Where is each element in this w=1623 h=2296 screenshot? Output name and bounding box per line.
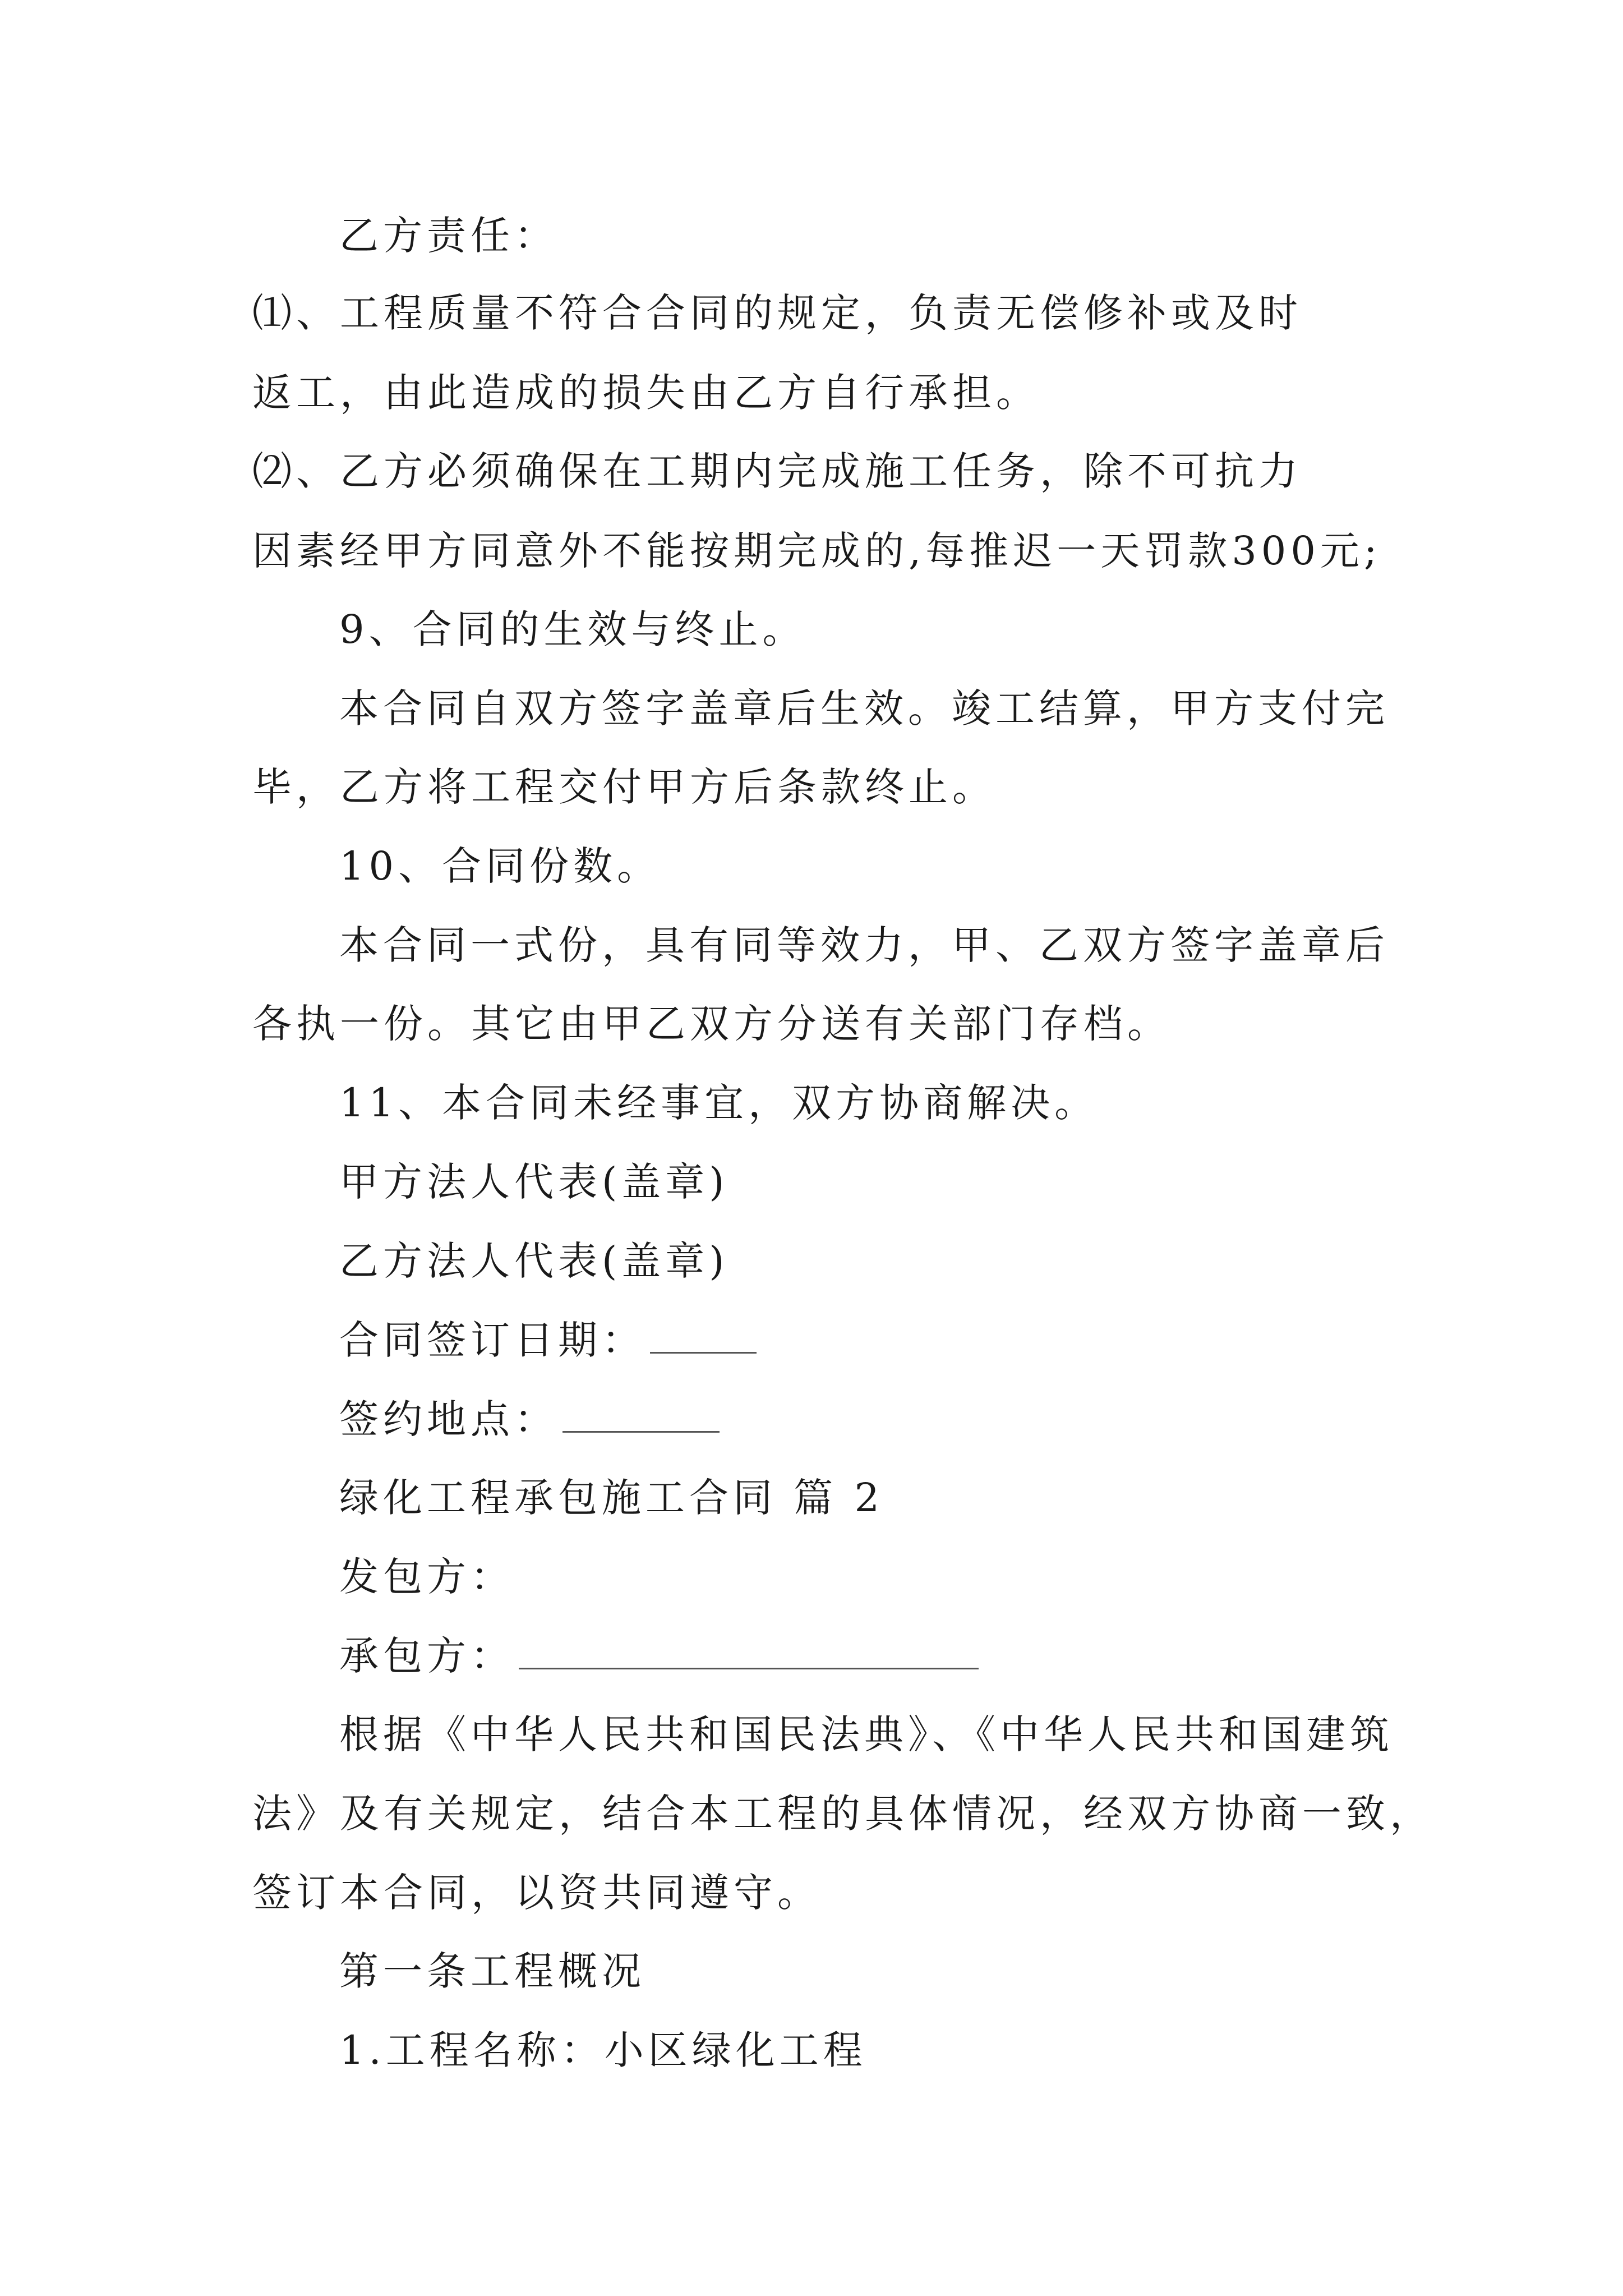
- article-1-heading: 第一条工程概况: [339, 1948, 645, 1994]
- paragraph-line: 各执一份。其它由甲乙双方分送有关部门存档。: [252, 1001, 1171, 1047]
- contractor-row: [339, 1633, 979, 1679]
- signing-date-blank: [650, 1347, 757, 1354]
- section-heading-effect-termination: 9、合同的生效与终止。: [339, 606, 806, 652]
- signing-date-label: 合同签订日期：: [339, 1317, 645, 1363]
- signing-place-blank: [562, 1427, 720, 1433]
- signing-place-label: 签约地点：: [339, 1396, 558, 1442]
- signature-party-a: 甲方法人代表(盖章): [339, 1159, 729, 1205]
- paragraph-line: 本合同自双方签字盖章后生效。竣工结算，甲方支付完: [339, 685, 1389, 731]
- signing-place-row: [339, 1396, 720, 1442]
- section-heading-copies: 10、合同份数。: [339, 843, 661, 889]
- paragraph-line: [252, 290, 1391, 336]
- paragraph-line: 本合同一式份，具有同等效力，甲、乙双方签字盖章后: [339, 922, 1389, 968]
- contract-title-part-2: 绿化工程承包施工合同 篇 2: [339, 1475, 884, 1521]
- paragraph-line: 返工，由此造成的损失由乙方自行承担。: [252, 370, 1040, 416]
- contractor-label: 承包方：: [339, 1633, 514, 1679]
- signature-party-b: 乙方法人代表(盖章): [339, 1238, 729, 1284]
- text-line: ⑵、乙方必须确保在工期内完成施工任务，除不可抗力: [252, 448, 1302, 494]
- contractor-blank: [519, 1663, 979, 1669]
- paragraph-line: [252, 448, 1391, 494]
- employer-label: 发包方：: [339, 1554, 514, 1600]
- paragraph-line: 根据《中华人民共和国民法典》、《中华人民共和国建筑: [339, 1711, 1394, 1757]
- section-heading-other-matters: 11、本合同未经事宜，双方协商解决。: [339, 1080, 1099, 1126]
- paragraph-line: 因素经甲方同意外不能按期完成的,每推迟一天罚款300元;: [252, 528, 1382, 574]
- paragraph-line: 签订本合同，以资共同遵守。: [252, 1870, 821, 1916]
- paragraph-line: 法》及有关规定，结合本工程的具体情况，经双方协商一致，: [252, 1791, 1433, 1837]
- signing-date-row: [339, 1317, 757, 1363]
- paragraph-line: 毕，乙方将工程交付甲方后条款终止。: [252, 764, 996, 810]
- project-name-line: 1.工程名称：小区绿化工程: [339, 2027, 867, 2073]
- text-line: ⑴、工程质量不符合合同的规定，负责无偿修补或及时: [252, 290, 1302, 336]
- paragraph-heading-party-b-duties: 乙方责任：: [339, 213, 558, 259]
